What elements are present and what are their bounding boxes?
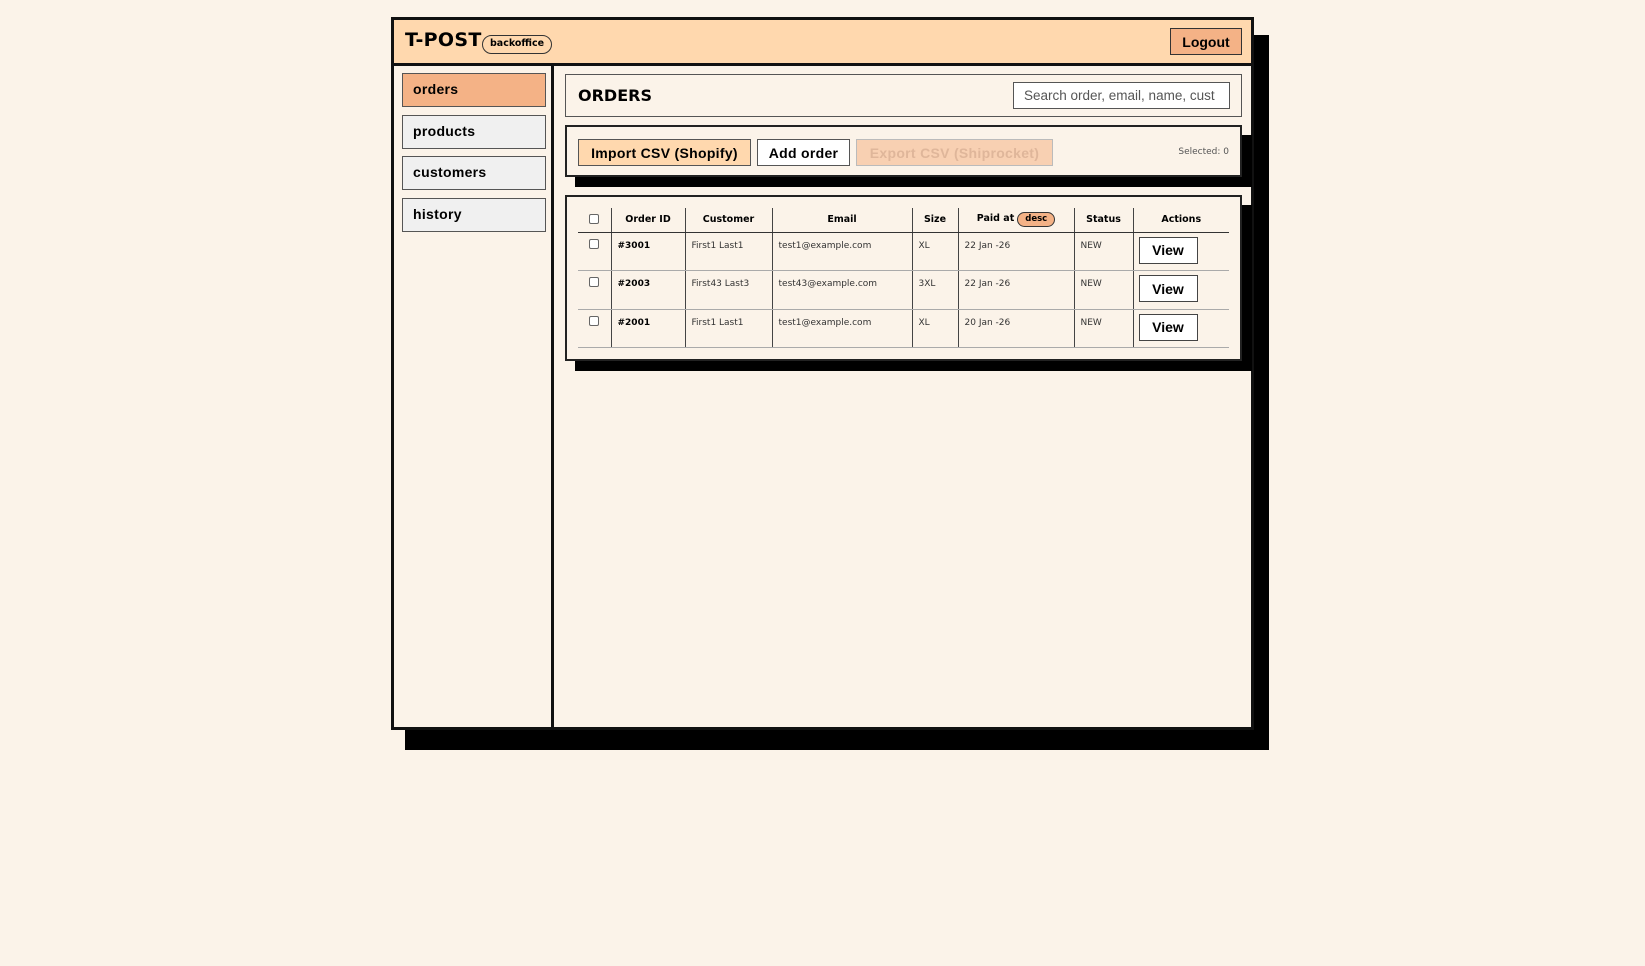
size: XL	[912, 309, 958, 348]
size: XL	[912, 232, 958, 271]
table-row	[578, 232, 1229, 271]
brand-logo: T-POST	[405, 29, 482, 51]
view-button[interactable]: View	[1139, 314, 1198, 341]
sidebar-item-products[interactable]: products	[402, 115, 546, 149]
orders-table	[578, 208, 1229, 348]
import-csv-button[interactable]: Import CSV (Shopify)	[578, 139, 751, 166]
status: NEW	[1074, 232, 1133, 271]
row-checkbox[interactable]	[589, 316, 599, 326]
col-size[interactable]: Size	[912, 208, 958, 232]
status: NEW	[1074, 309, 1133, 348]
customer-name: First43 Last3	[685, 271, 772, 310]
email: test43@example.com	[772, 271, 912, 310]
sidebar-item-history[interactable]: history	[402, 198, 546, 232]
status: NEW	[1074, 271, 1133, 310]
page-title: ORDERS	[578, 86, 652, 105]
customer-name: First1 Last1	[685, 232, 772, 271]
order-id: #3001	[611, 232, 685, 271]
view-button[interactable]: View	[1139, 237, 1198, 264]
col-paid-at-label: Paid at	[976, 213, 1015, 225]
table-row	[578, 271, 1229, 310]
add-order-button[interactable]: Add order	[757, 139, 850, 166]
select-all-checkbox[interactable]	[589, 214, 599, 224]
order-id: #2001	[611, 309, 685, 348]
col-customer[interactable]: Customer	[685, 208, 772, 232]
col-status[interactable]: Status	[1074, 208, 1133, 232]
row-checkbox[interactable]	[589, 239, 599, 249]
select-all-cell	[578, 208, 611, 232]
logout-button[interactable]: Logout	[1170, 28, 1242, 55]
sort-desc-badge[interactable]: desc	[1017, 212, 1055, 227]
email: test1@example.com	[772, 309, 912, 348]
paid-at: 22 Jan -26	[958, 232, 1074, 271]
col-paid-at[interactable]	[958, 208, 1074, 232]
sidebar-item-customers[interactable]: customers	[402, 156, 546, 190]
col-actions: Actions	[1133, 208, 1229, 232]
table-row	[578, 309, 1229, 348]
toolbar-panel	[565, 125, 1242, 177]
orders-table-panel	[565, 195, 1242, 361]
view-button[interactable]: View	[1139, 275, 1198, 302]
export-csv-button[interactable]: Export CSV (Shiprocket)	[856, 139, 1053, 166]
col-order-id[interactable]: Order ID	[611, 208, 685, 232]
email: test1@example.com	[772, 232, 912, 271]
sidebar-item-orders[interactable]: orders	[402, 73, 546, 107]
size: 3XL	[912, 271, 958, 310]
customer-name: First1 Last1	[685, 309, 772, 348]
order-id: #2003	[611, 271, 685, 310]
search-input[interactable]	[1013, 82, 1230, 109]
table-header-row	[578, 208, 1229, 232]
paid-at: 20 Jan -26	[958, 309, 1074, 348]
selected-count: Selected: 0	[1178, 147, 1229, 157]
orders-title-panel	[565, 74, 1242, 117]
header	[394, 20, 1251, 66]
sidebar	[394, 66, 554, 727]
col-email[interactable]: Email	[772, 208, 912, 232]
app-frame	[391, 17, 1254, 730]
paid-at: 22 Jan -26	[958, 271, 1074, 310]
backoffice-badge: backoffice	[482, 35, 552, 54]
row-checkbox[interactable]	[589, 277, 599, 287]
